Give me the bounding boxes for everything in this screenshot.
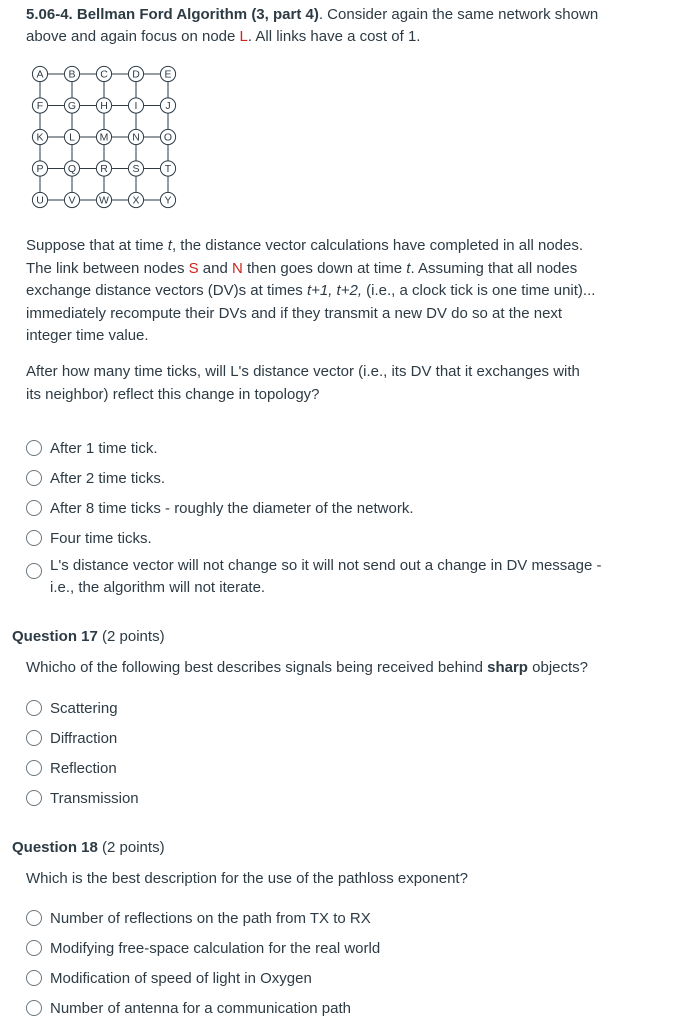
q18-option-3[interactable] [26, 968, 610, 990]
scenario-text: then goes down at time [242, 259, 407, 277]
svg-text:J: J [165, 100, 171, 113]
question-18-header [12, 839, 165, 856]
scenario-text: Suppose that at time [26, 237, 168, 254]
prompt-line: After how many time ticks, will L's distance vector (i.e., its DV that it exchanges with [26, 363, 580, 380]
svg-text:R: R [100, 163, 108, 176]
svg-text:N: N [132, 131, 140, 144]
network-node-o [160, 129, 175, 144]
svg-text:I: I [134, 100, 138, 113]
scenario-line [26, 235, 626, 258]
option-label: After 1 time tick. [50, 440, 158, 457]
network-node-q [64, 161, 79, 176]
svg-text:U: U [36, 194, 44, 207]
question-16-prompt [26, 361, 626, 406]
network-node-r [96, 161, 111, 176]
svg-text:C: C [100, 68, 108, 81]
svg-text:E: E [164, 68, 172, 81]
network-node-n [128, 129, 143, 144]
option-label: Four time ticks. [50, 530, 152, 547]
network-node-x [128, 192, 143, 207]
q18-option-1[interactable] [26, 908, 610, 930]
network-node-t [160, 161, 175, 176]
question-16-title-line2 [26, 26, 420, 48]
scenario-text: t [406, 259, 411, 277]
network-node-h [96, 98, 111, 113]
scenario-text: The link between nodes [26, 259, 189, 277]
network-node-p [32, 161, 47, 176]
option-label: Modifying free-space calculation for the real world [50, 940, 381, 957]
radio-button[interactable] [26, 500, 42, 516]
question-text-bold: sharp [487, 659, 528, 676]
option-label: Scattering [50, 700, 118, 717]
scenario-line [26, 280, 626, 303]
network-node-c [96, 66, 111, 81]
svg-text:D: D [132, 68, 140, 81]
focus-node-label: L [239, 28, 248, 45]
q18-option-2[interactable] [26, 938, 610, 960]
question-text: Whicho of the following best describes signals being received behind [26, 659, 488, 676]
scenario-text: (i.e., a clock tick is one time unit)... [362, 282, 596, 299]
question-16-title [26, 4, 598, 26]
radio-button[interactable] [26, 563, 42, 579]
svg-text:W: W [99, 194, 109, 207]
network-node-s [128, 161, 143, 176]
q16-option-4[interactable] [26, 528, 610, 550]
network-node-k [32, 129, 47, 144]
radio-button[interactable] [26, 440, 42, 456]
svg-text:A: A [36, 68, 44, 81]
q17-option-4[interactable] [26, 788, 610, 810]
question-17-text [26, 659, 588, 676]
scenario-line [26, 303, 626, 326]
svg-text:T: T [164, 163, 172, 176]
q17-option-1[interactable] [26, 698, 610, 720]
network-node-m [96, 129, 111, 144]
question-number: Question 18 [12, 839, 98, 856]
option-label: After 8 time ticks - roughly the diameter of the network. [50, 500, 414, 517]
network-node-b [64, 66, 79, 81]
svg-text:F: F [36, 100, 44, 113]
svg-text:K: K [36, 131, 44, 144]
svg-text:P: P [36, 163, 44, 176]
radio-button[interactable] [26, 470, 42, 486]
network-node-u [32, 192, 47, 207]
title-line2-text-end: . All links have a cost of 1. [247, 28, 421, 45]
q17-option-3[interactable] [26, 758, 610, 780]
radio-button[interactable] [26, 1000, 42, 1016]
svg-text:S: S [132, 163, 140, 176]
network-node-g [64, 98, 79, 113]
radio-button[interactable] [26, 730, 42, 746]
network-node-y [160, 192, 175, 207]
network-node-v [64, 192, 79, 207]
question-18-text: Which is the best description for the use of the pathloss exponent? [26, 870, 468, 887]
radio-button[interactable] [26, 940, 42, 956]
scenario-text: t [167, 237, 172, 254]
question-16-scenario [26, 235, 626, 348]
q16-option-1[interactable] [26, 438, 610, 460]
network-diagram [24, 62, 184, 212]
prompt-line: its neighbor) reflect this change in topology? [26, 385, 320, 403]
scenario-text: t+1, t+2, [306, 282, 362, 299]
scenario-text: S [188, 259, 199, 277]
network-node-a [32, 66, 47, 81]
option-label: Diffraction [50, 730, 118, 747]
scenario-text: immediately recompute their DVs and if they transmit a new DV do so at the next [26, 304, 563, 322]
question-16-title-rest: . Consider again the same network shown [318, 6, 599, 23]
network-node-w [96, 192, 111, 207]
option-label: Number of antenna for a communication path [50, 1000, 352, 1017]
network-node-d [128, 66, 143, 81]
svg-text:V: V [68, 194, 76, 207]
title-line2-text: above and again focus on node [26, 28, 240, 45]
option-label: After 2 time ticks. [50, 470, 166, 487]
radio-button[interactable] [26, 700, 42, 716]
scenario-text: . Assuming that all nodes [410, 259, 578, 277]
scenario-text: and [198, 259, 232, 277]
question-points: (2 points) [102, 628, 165, 645]
q18-option-4[interactable] [26, 998, 610, 1020]
svg-text:Y: Y [164, 194, 172, 207]
q17-option-2[interactable] [26, 728, 610, 750]
radio-button[interactable] [26, 760, 42, 776]
scenario-text: , the distance vector calculations have completed in all nodes. [171, 237, 584, 254]
option-label: Modification of speed of light in Oxygen [50, 970, 312, 987]
option-label: Transmission [50, 790, 139, 807]
svg-text:G: G [67, 100, 77, 113]
option-label: Number of reflections on the path from TX to RX [50, 910, 371, 927]
radio-button[interactable] [26, 530, 42, 546]
question-17-header [12, 628, 165, 645]
scenario-text: integer time value. [26, 327, 149, 344]
svg-text:B: B [68, 68, 76, 81]
scenario-text: exchange distance vectors (DV)s at times [26, 282, 307, 299]
network-node-e [160, 66, 175, 81]
question-text-end: objects? [527, 659, 589, 676]
svg-text:L: L [69, 131, 75, 144]
network-node-f [32, 98, 47, 113]
svg-text:X: X [132, 194, 140, 207]
option-label: L's distance vector will not change so it will not send out a change in DV message - i.e., the algorithm will not iterate. [50, 557, 602, 596]
network-node-j [160, 98, 175, 113]
option-label: Reflection [50, 760, 117, 777]
svg-text:H: H [100, 100, 108, 113]
question-number: Question 17 [12, 628, 98, 645]
radio-button[interactable] [26, 910, 42, 926]
q16-option-2[interactable] [26, 468, 610, 490]
scenario-line [26, 258, 626, 281]
scenario-line [26, 325, 626, 348]
radio-button[interactable] [26, 790, 42, 806]
svg-text:O: O [163, 131, 173, 144]
network-node-i [128, 98, 143, 113]
question-points: (2 points) [102, 839, 165, 856]
svg-text:M: M [99, 131, 109, 144]
svg-text:Q: Q [67, 163, 77, 176]
q16-option-5[interactable] [26, 555, 602, 599]
question-16-title-bold: 5.06-4. Bellman Ford Algorithm (3, part 4) [26, 6, 319, 23]
scenario-text: N [232, 259, 243, 277]
q16-option-3[interactable] [26, 498, 610, 520]
radio-button[interactable] [26, 970, 42, 986]
network-node-l [64, 129, 79, 144]
